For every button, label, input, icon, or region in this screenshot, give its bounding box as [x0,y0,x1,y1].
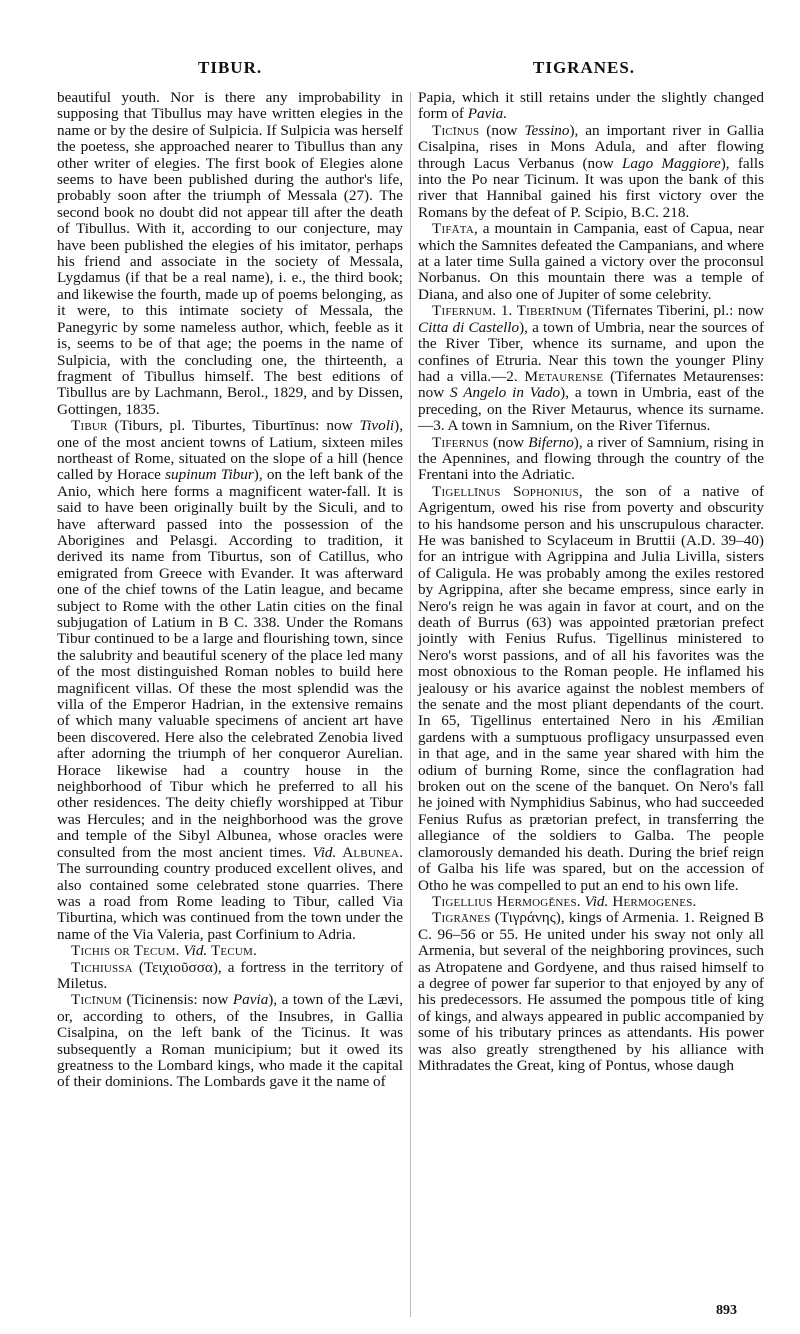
entry-text: ), one of the most ancient towns of Latium, sixteen miles northeast of Rome, situated on the slope of a hill (hence called by Horace [57,417,403,484]
entry-text: ), a town of the Lævi, or, according to others, of the Insubres, in Gallia Cisalpina, on the left bank of the Ticinus. It was subsequently a Roman municipium; but it owed its greatness to the Lombard kings, who made it the capital of their dominions. The Lombards gave it the name of [57,991,403,1091]
sub-headword: Tiberīnum [516,302,583,320]
entry-text: Papia, which it still retains under the slightly changed form of [418,89,764,123]
entry-tigellinus [418,484,764,894]
entry-text: . The surrounding country produced excellent olives, and also contained some celebrated stone quarries. There was a road from Rome leading to Tibur, called Via Tiburtina, which was continued from the town under the name of the Via Valeria, past Corfinium to Adria. [57,843,403,943]
entry-tibullus-continued [57,90,403,418]
entry-tichis [57,943,403,959]
entry-tichiussa [57,960,403,993]
entry-text: beautiful youth. Nor is there any improbability in supposing that Tibullus may have written elegies in the name or by the desire of Sulpicia. If Sulpicia was herself the poetess, she approached nearer to Tibullus than any other writer of elegies. The first book of Elegies alone seems to have been published during the author's life, probably soon after the triumph of Messala (27). The second book no doubt did not appear till after the death of Tibullus. With it, according to our conjecture, may have been published the elegies of his imitator, perhaps his friend and associate in the society of Messala, Lygdamus (if that be a real name), i. e., the third book; and likewise the fourth, made up of poems belonging, as it were, to this intimate society of Messala, the Panegyric by some nameless author, which, feeble as it is, seems to be of that age; the poems in the name of Sulpicia, with the concluding one, the thirteenth, a fragment of Tibullus himself. The best editions of Tibullus are by Lachmann, Berol., 1829, and by Dissen, Gottingen, 1835. [57,89,403,418]
entry-text: (Tiburs, pl. Tiburtes, Tiburtīnus: now [107,417,360,435]
italic-text: Lago Maggiore [621,154,721,172]
italic-text: Vid. [580,892,609,910]
cross-reference: Albunea [336,843,400,861]
entry-text: , a mountain in Campania, east of Capua, near which the Samnites defeated the Campanians, and where at a later time Sulla gained a victory over the proconsul Norbanus. On this mountain there was a temple of Diana, and also one of Jupiter of some celebrity. [418,220,764,303]
italic-text: supinum Tibur [165,466,254,484]
sub-headword: Metaurense [524,367,604,385]
headword: Tichiussa [71,958,133,976]
headword: Tigrānes [432,909,491,927]
entry-text: ), a town of Umbria, near the sources of the River Tiber, whence its surname, and upon the confines of Etruria. Near this town the younger Pliny had a villa.—2. [418,318,764,385]
entry-text: ), an important river in Gallia Cisalpina, rises in Mons Adula, and after flowing through Lacus Verbanus (now [418,121,764,172]
entry-text: (Τειχιοῦσσα), a fortress in the territory of Miletus. [57,958,403,992]
cross-reference: Tecum. [207,942,258,960]
italic-text: Biferno [528,433,574,451]
entry-tigellius [418,894,764,910]
entry-text: the son of a native of Agrigentum, owed his rise from poverty and obscurity to his handsome person and his unscrupulous character. He was banished to Scylaceum in Bruttii (A.D. 39–40) for an intrigue with Agrippina and Julia Livilla, sisters of Caligula. He was probably among the exiles restored by Agrippina, after she became empress, since early in Nero's reign he was again in favor at court, and on the death of Burrus (63) was appointed prætorian prefect jointly with Fenius Rufus. Tigellinus ministered to Nero's worst passions, and of all his favorites was the most obnoxious to the Roman people. He inflamed his jealousy or his avarice against the noblest members of the senate and the most pliant dependants of the court. In 65, Tigellinus entertained Nero in his Æmilian gardens with a sumptuous profligacy unsurpassed even in that age, and in the same year shared with him the odium of burning Rome, since the conflagration had broken out on the scene of the banquet. On Nero's fall he joined with Nymphidius Sabinus, who had succeeded Fenius Rufus as prætorian prefect, in transferring the allegiance of the soldiers to Galba. The people clamorously demanded his death. During the brief reign of Galba his life was spared, but on the accession of Otho he was compelled to put an end to his own life. [418,482,764,894]
italic-text: Tessino [524,121,570,139]
entry-text: (Tifernates Tiberini, pl.: now [582,302,764,320]
entry-tifernum [418,303,764,434]
cross-reference: Hermogenes. [608,892,697,910]
entry-ticinus [418,123,764,221]
headword: Tibur [71,417,108,435]
headword: Tifernus [432,433,489,451]
left-column [57,90,403,1091]
headword: Ticīnus [432,121,480,139]
right-column [418,90,764,1074]
italic-text: Citta di Castello [418,318,520,336]
running-head-left: TIBUR. [198,58,263,77]
entry-text: 1. [496,302,517,320]
entry-text: (now [479,121,525,139]
entry-text: ), a town in Umbria, east of the preceding, on the River Metaurus, whence its surname.—3. A town in Samnium, on the River Tifernus. [418,384,765,435]
headword: Tifernum. [432,302,497,320]
entry-text: (Tifernates Metaurenses: now [418,367,764,402]
entry-text: ), falls into the Po near Ticinum. It was upon the bank of this river that Hannibal gained his first victory over the Romans by the defeat of P. Scipio, B.C. 218. [418,154,764,221]
entry-tifata [418,221,764,303]
column-divider [410,92,411,1317]
italic-text: Tivoli [359,417,395,435]
entry-text: (now [488,433,529,451]
page-number: 893 [716,1303,737,1318]
entry-tibur [57,418,403,943]
italic-text: S Angelo in Vado [450,384,561,402]
italic-text: Pavia [232,991,269,1009]
italic-text: Pavia. [467,105,508,123]
headword: Tifāta [432,220,474,238]
entry-ticinum [57,992,403,1090]
entry-text: ), on the left bank of the Anio, which here forms a magnificent water-fall. It is said to have been originally built by the Siculi, and to have afterward passed into the possession of the Aborigines and Pelasgi. According to tradition, it derived its name from Tiburtus, son of Catillus, who emigrated from Greece with Evander. It was afterward one of the chief towns of the Latin league, and became subject to Rome with the other Latin cities on the final subjugation of Latium in B C. 338. Under the Romans Tibur continued to be a large and flourishing town, since the salubrity and beautiful scenery of the place led many of the most distinguished Roman nobles to build here magnificent villas. Of these the most splendid was the villa of the Emperor Hadrian, in the extensive remains of which many valuable specimens of ancient art have been discovered. Here also the celebrated Zenobia lived after adorning the triumph of her conqueror Aurelian. Horace likewise had a country house in the neighborhood of Tibur which he preferred to all his other residences. The deity chiefly worshipped at Tibur was Hercules; and in the neighborhood was the grove and temple of the Sibyl Albunea, whose oracles were consulted from the most ancient times. [57,466,403,861]
italic-text: Vid. [179,942,208,960]
headword: Tichis or Tecum. [71,942,180,960]
headword: Tigellius Hermogĕnes. [432,892,581,910]
running-head-right: TIGRANES. [533,58,636,77]
headword: Tigellīnus Sophonius, [432,482,583,500]
entry-tigranes [418,910,764,1074]
entry-ticinum-continued [418,90,764,123]
entry-text: ), a river of Samnium, rising in the Apennines, and flowing through the country of the Frentani into the Adriatic. [418,433,764,484]
headword: Ticīnum [71,991,123,1009]
italic-text: Vid. [312,843,337,861]
entry-text: (Τιγράνης), kings of Armenia. 1. Reigned B C. 96–56 or 55. He united under his sway not only all Armenia, but several of the neighboring provinces, such as Atropatene and Gordyene, and thus raised himself to a degree of power far superior to that enjoyed by any of his predecessors. He assumed the pompous title of king of kings, and always appeared in public accompanied by some of his tributary princes as attendants. His power was also greatly strengthened by his alliance with Mithradates the Great, king of Pontus, whose daugh [418,909,764,1074]
entry-text: (Ticinensis: now [122,991,233,1009]
entry-tifernus [418,435,764,484]
